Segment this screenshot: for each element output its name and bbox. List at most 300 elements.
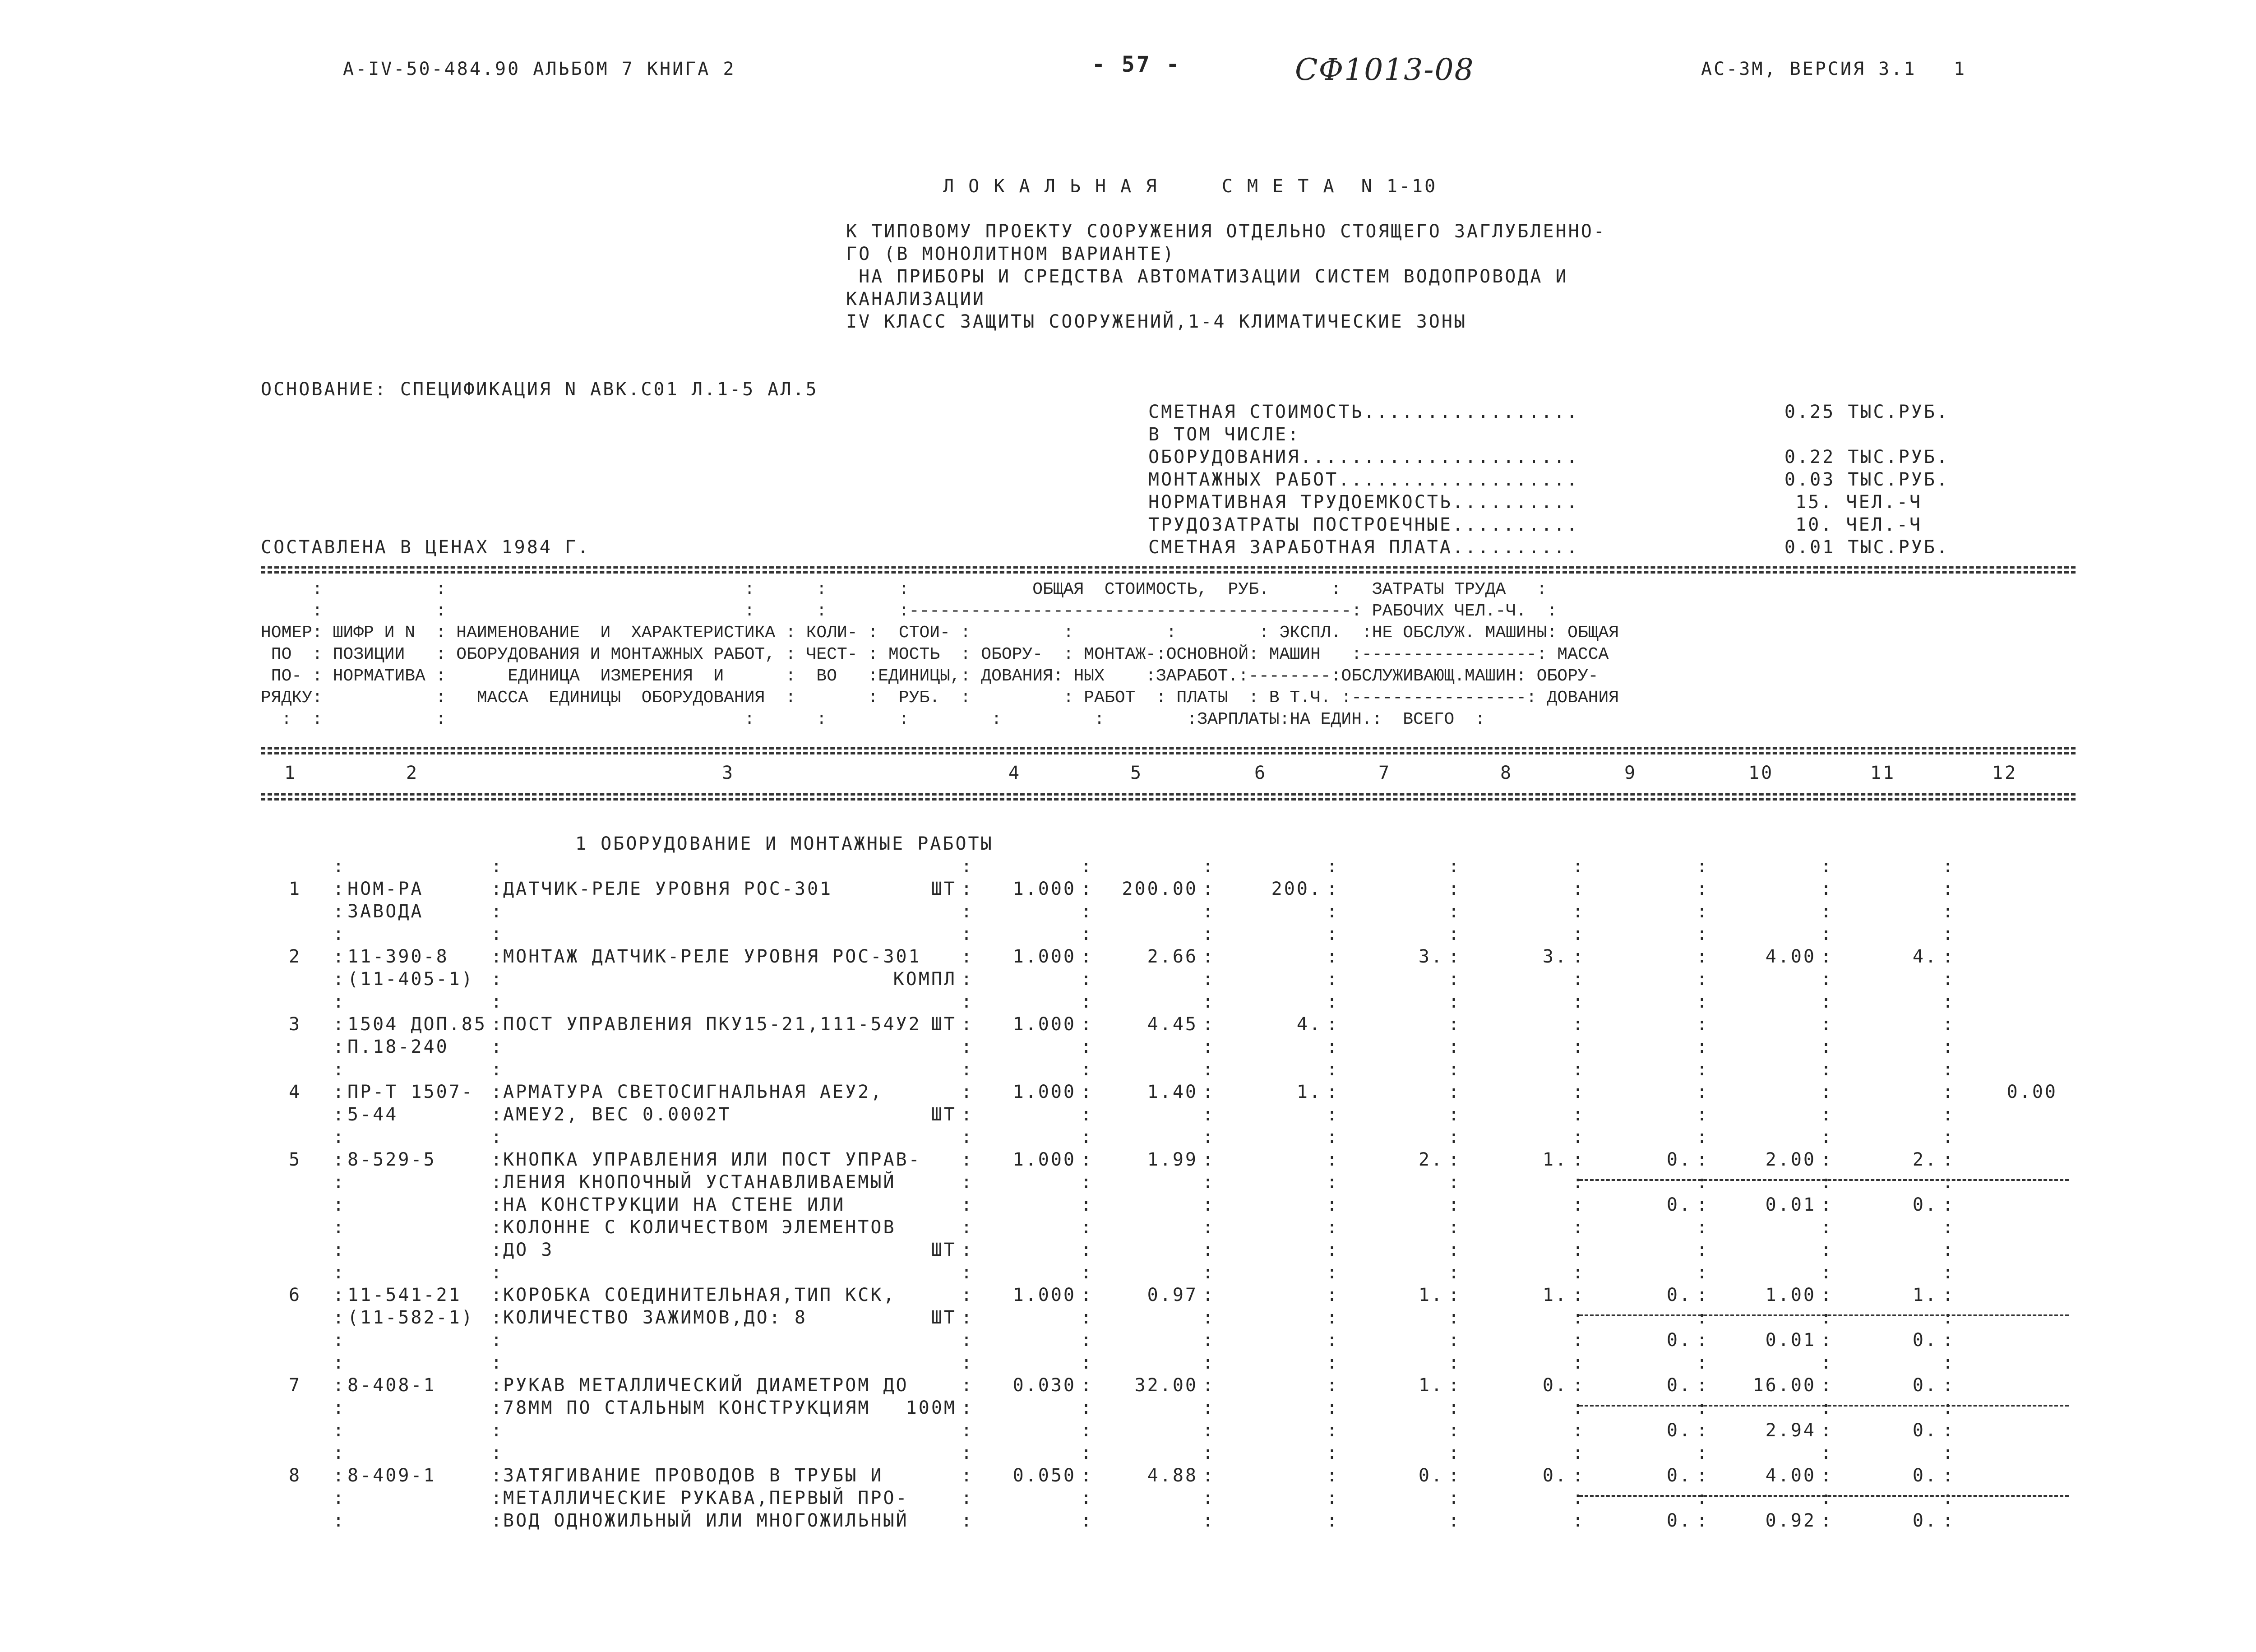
- row-machine-cost: 0.: [1666, 1465, 1692, 1486]
- column-separator: :: [1327, 1149, 1340, 1170]
- column-separator: :: [1327, 946, 1340, 967]
- column-separator: :: [1081, 924, 1094, 944]
- column-separator: :: [961, 1104, 974, 1125]
- column-separator: :: [1202, 1488, 1216, 1509]
- row-code: (11-582-1): [347, 1307, 474, 1328]
- column-separator: :: [1327, 924, 1340, 944]
- column-separator: :: [1697, 924, 1710, 944]
- column-separator: :: [961, 1172, 974, 1193]
- row-unit-price: 2.66: [1147, 946, 1198, 967]
- column-separator: :: [1202, 1330, 1216, 1351]
- table-header-line: : : : : : : : : :ЗАРПЛАТЫ:НА ЕДИН.: ВСЕГО :: [261, 710, 1485, 729]
- column-number: 4: [1008, 763, 1022, 783]
- table-header-line: ПО : ПОЗИЦИИ : ОБОРУДОВАНИЯ И МОНТАЖНЫХ РАБОТ, : ЧЕСТ- : МОСТЬ : ОБОРУ- : МОНТАЖ-:ОСНОВНОЙ: МАШИН :-----------------: МАССА: [261, 645, 1609, 664]
- column-separator: :: [1572, 1285, 1586, 1305]
- column-separator: :: [1572, 1375, 1586, 1396]
- column-separator: :: [961, 1082, 974, 1102]
- column-separator: :: [1942, 1194, 1956, 1215]
- row-code: НОМ-РА: [347, 879, 424, 899]
- column-number: 11: [1870, 763, 1896, 783]
- column-number: 10: [1748, 763, 1774, 783]
- column-separator: :: [1572, 1059, 1586, 1080]
- row-name: КНОПКА УПРАВЛЕНИЯ ИЛИ ПОСТ УПРАВ-: [503, 1149, 921, 1170]
- column-separator: :: [1448, 1059, 1461, 1080]
- row-code: (11-405-1): [347, 969, 474, 990]
- column-separator: :: [961, 1037, 974, 1057]
- row-quantity: 1.000: [1012, 879, 1076, 899]
- program-version: АС-3М, ВЕРСИЯ 3.1: [1701, 59, 1917, 79]
- column-separator: :: [333, 924, 346, 944]
- column-separator: :: [1942, 1420, 1956, 1441]
- column-separator: :: [333, 1262, 346, 1283]
- column-separator: :: [1448, 1375, 1461, 1396]
- row-labor-per-unit: 4.00: [1765, 946, 1816, 967]
- column-separator: :: [1572, 1488, 1586, 1509]
- column-separator: :: [491, 1397, 504, 1418]
- column-separator: :: [1697, 1014, 1710, 1035]
- column-separator: :: [1448, 1307, 1461, 1328]
- column-separator: :: [1327, 1285, 1340, 1305]
- column-number: 3: [722, 763, 735, 783]
- column-separator: :: [1697, 1127, 1710, 1148]
- column-separator: :: [1697, 1082, 1710, 1102]
- column-separator: :: [1697, 991, 1710, 1012]
- column-separator: :: [1697, 901, 1710, 922]
- column-separator: :: [1821, 879, 1834, 899]
- column-separator: :: [1942, 1014, 1956, 1035]
- column-separator: :: [1448, 1014, 1461, 1035]
- column-separator: :: [333, 1014, 346, 1035]
- row-name: КОРОБКА СОЕДИНИТЕЛЬНАЯ,ТИП КСК,: [503, 1285, 896, 1305]
- row-code: 8-409-1: [347, 1465, 436, 1486]
- column-separator: :: [491, 1104, 504, 1125]
- row-unit: ШТ: [931, 879, 957, 899]
- column-separator: :: [1821, 1488, 1834, 1509]
- column-separator: :: [1942, 1217, 1956, 1238]
- row-code: 11-541-21: [347, 1285, 462, 1305]
- row-code: ПР-Т 1507-: [347, 1082, 474, 1102]
- column-separator: :: [1202, 1420, 1216, 1441]
- column-separator: :: [333, 1375, 346, 1396]
- column-separator: :: [1697, 1194, 1710, 1215]
- column-separator: :: [1942, 1465, 1956, 1486]
- column-separator: :: [1202, 1262, 1216, 1283]
- column-number: 9: [1624, 763, 1637, 783]
- column-separator: :: [1821, 1352, 1834, 1373]
- column-separator: :: [1448, 1285, 1461, 1305]
- column-separator: :: [491, 924, 504, 944]
- column-separator: :: [491, 1465, 504, 1486]
- column-separator: :: [1448, 1127, 1461, 1148]
- row-code: 11-390-8: [347, 946, 449, 967]
- column-separator: :: [1448, 1194, 1461, 1215]
- column-separator: :: [333, 1037, 346, 1057]
- column-separator: :: [1448, 856, 1461, 877]
- column-separator: :: [1821, 1014, 1834, 1035]
- column-separator: :: [1327, 1240, 1340, 1260]
- row-unit-price: 4.88: [1147, 1465, 1198, 1486]
- row-code: 1504 ДОП.85: [347, 1014, 487, 1035]
- row-labor-total: 1.: [1912, 1285, 1938, 1305]
- column-separator: :: [1327, 1059, 1340, 1080]
- column-separator: :: [1327, 1104, 1340, 1125]
- row-base-wage: 0.: [1542, 1375, 1568, 1396]
- row-quantity: 1.000: [1012, 1149, 1076, 1170]
- column-separator: :: [333, 1172, 346, 1193]
- table-header-line: РЯДКУ: : МАССА ЕДИНИЦЫ ОБОРУДОВАНИЯ : : РУБ. : : РАБОТ : ПЛАТЫ : В Т.Ч. :-----------------: ДОВАНИЯ: [261, 688, 1619, 708]
- column-separator: :: [333, 1059, 346, 1080]
- column-separator: :: [961, 1285, 974, 1305]
- column-separator: :: [1942, 924, 1956, 944]
- column-separator: :: [1572, 1127, 1586, 1148]
- column-separator: :: [1202, 1375, 1216, 1396]
- column-separator: :: [1942, 1510, 1956, 1531]
- table-header: [261, 578, 2076, 741]
- column-separator: :: [1202, 1510, 1216, 1531]
- column-separator: :: [1942, 901, 1956, 922]
- column-separator: :: [1572, 1307, 1586, 1328]
- column-separator: :: [1202, 1217, 1216, 1238]
- column-separator: :: [1448, 1510, 1461, 1531]
- row-name: МОНТАЖ ДАТЧИК-РЕЛЕ УРОВНЯ РОС-301: [503, 946, 921, 967]
- column-separator: :: [961, 1420, 974, 1441]
- row-mounting-cost: 3.: [1418, 946, 1444, 967]
- column-separator: :: [333, 879, 346, 899]
- row-machine-labor-total: 0.: [1912, 1194, 1938, 1215]
- basis-line: ОСНОВАНИЕ: СПЕЦИФИКАЦИЯ N АВК.С01 Л.1-5 АЛ.5: [261, 379, 818, 400]
- column-separator: :: [1327, 1330, 1340, 1351]
- column-separator: :: [1081, 1014, 1094, 1035]
- column-separator: :: [1202, 969, 1216, 990]
- column-separator: :: [1202, 1194, 1216, 1215]
- subtitle-line-4: КАНАЛИЗАЦИИ: [846, 289, 985, 310]
- column-separator: :: [1081, 1262, 1094, 1283]
- row-machine-wage: 0.: [1666, 1420, 1692, 1441]
- column-separator: :: [1821, 1285, 1834, 1305]
- row-equipment-cost: 200.: [1271, 879, 1322, 899]
- column-separator: :: [1697, 1397, 1710, 1418]
- summary-label: СМЕТНАЯ ЗАРАБОТНАЯ ПЛАТА..........: [1148, 537, 1579, 558]
- subtitle-line-5: IV КЛАСС ЗАЩИТЫ СООРУЖЕНИЙ,1-4 КЛИМАТИЧЕСКИЕ ЗОНЫ: [846, 311, 1467, 332]
- subtitle-line-1: К ТИПОВОМУ ПРОЕКТУ СООРУЖЕНИЯ ОТДЕЛЬНО СТОЯЩЕГО ЗАГЛУБЛЕННО-: [846, 221, 1606, 242]
- column-separator: :: [1572, 1149, 1586, 1170]
- row-labor-total: 0.: [1912, 1465, 1938, 1486]
- column-separator: :: [1942, 1172, 1956, 1193]
- row-number: 4: [289, 1082, 302, 1102]
- column-separator: :: [1942, 1104, 1956, 1125]
- column-separator: :: [1942, 1240, 1956, 1260]
- column-separator: :: [491, 1443, 504, 1463]
- row-machine-labor-total: 0.: [1912, 1420, 1938, 1441]
- column-separator: :: [333, 1488, 346, 1509]
- column-separator: :: [1697, 1172, 1710, 1193]
- column-separator: :: [1448, 1465, 1461, 1486]
- row-number: 3: [289, 1014, 302, 1035]
- column-separator: :: [1202, 879, 1216, 899]
- column-separator: :: [1081, 1285, 1094, 1305]
- column-separator: :: [961, 1240, 974, 1260]
- column-separator: :: [1448, 1172, 1461, 1193]
- column-separator: :: [1081, 1172, 1094, 1193]
- column-separator: :: [1697, 1059, 1710, 1080]
- column-separator: :: [1448, 1217, 1461, 1238]
- column-separator: :: [1081, 1037, 1094, 1057]
- column-separator: :: [1821, 1443, 1834, 1463]
- row-quantity: 1.000: [1012, 946, 1076, 967]
- column-separator: :: [961, 1194, 974, 1215]
- column-number: 12: [1992, 763, 2018, 783]
- column-separator: :: [1448, 1488, 1461, 1509]
- row-base-wage: 3.: [1542, 946, 1568, 967]
- column-separator: :: [1697, 1307, 1710, 1328]
- column-separator: :: [491, 991, 504, 1012]
- column-separator: :: [1821, 1037, 1834, 1057]
- row-labor-per-unit: 16.00: [1752, 1375, 1816, 1396]
- column-separator: :: [1202, 1285, 1216, 1305]
- column-separator: :: [1081, 1240, 1094, 1260]
- row-unit: ШТ: [931, 1014, 957, 1035]
- row-number: 6: [289, 1285, 302, 1305]
- column-number: 6: [1254, 763, 1267, 783]
- row-machine-labor-total: 0.: [1912, 1330, 1938, 1351]
- column-separator: :: [1081, 1352, 1094, 1373]
- column-separator: :: [1697, 1420, 1710, 1441]
- subtitle-line-2: ГО (В МОНОЛИТНОМ ВАРИАНТЕ): [846, 244, 1176, 264]
- row-code: 8-529-5: [347, 1149, 436, 1170]
- column-number: 2: [406, 763, 419, 783]
- row-labor-total: 2.: [1912, 1149, 1938, 1170]
- row-unit-price: 32.00: [1134, 1375, 1198, 1396]
- column-separator: :: [1202, 924, 1216, 944]
- column-separator: :: [1327, 1014, 1340, 1035]
- row-machine-labor-total: 0.: [1912, 1510, 1938, 1531]
- column-separator: :: [1697, 1465, 1710, 1486]
- column-separator: :: [1327, 1172, 1340, 1193]
- page-number: - 57 -: [1092, 52, 1181, 77]
- column-separator: :: [1327, 901, 1340, 922]
- table-header-line: : : : : : ОБЩАЯ СТОИМОСТЬ, РУБ. : ЗАТРАТЫ ТРУДА :: [261, 580, 1547, 599]
- column-separator: :: [1942, 991, 1956, 1012]
- table-header-line: : : : : :-------------------------------------------: РАБОЧИХ ЧЕЛ.-Ч. :: [261, 602, 1558, 621]
- column-separator: :: [333, 1127, 346, 1148]
- row-equipment-mass: 0.00: [2006, 1082, 2057, 1102]
- column-separator: :: [1448, 1420, 1461, 1441]
- column-separator: :: [1821, 1240, 1834, 1260]
- column-separator: :: [1448, 1082, 1461, 1102]
- column-separator: :: [1821, 1104, 1834, 1125]
- column-separator: :: [491, 1014, 504, 1035]
- column-separator: :: [1572, 1104, 1586, 1125]
- column-separator: :: [1448, 1149, 1461, 1170]
- section-title: 1 ОБОРУДОВАНИЕ И МОНТАЖНЫЕ РАБОТЫ: [575, 833, 994, 854]
- row-labor-total: 4.: [1912, 946, 1938, 967]
- column-number: 8: [1500, 763, 1513, 783]
- column-separator: :: [1821, 1397, 1834, 1418]
- column-separator: :: [1821, 969, 1834, 990]
- row-unit: 100М: [906, 1397, 957, 1418]
- column-separator: :: [1327, 879, 1340, 899]
- column-separator: :: [333, 1443, 346, 1463]
- column-separator: :: [961, 969, 974, 990]
- column-separator: :: [961, 924, 974, 944]
- row-number: 1: [289, 879, 302, 899]
- column-separator: :: [1448, 1262, 1461, 1283]
- column-separator: :: [1697, 969, 1710, 990]
- document-reference: А-IV-50-484.90 АЛЬБОМ 7 КНИГА 2: [343, 59, 736, 79]
- column-number: 7: [1378, 763, 1392, 783]
- row-labor-per-unit: 4.00: [1765, 1465, 1816, 1486]
- row-unit: ШТ: [931, 1307, 957, 1328]
- column-separator: :: [1697, 1352, 1710, 1373]
- column-separator: :: [1697, 1443, 1710, 1463]
- row-code: 5-44: [347, 1104, 398, 1125]
- column-separator: :: [491, 1285, 504, 1305]
- column-separator: :: [1821, 991, 1834, 1012]
- column-separator: :: [1202, 1352, 1216, 1373]
- column-separator: :: [1327, 1262, 1340, 1283]
- summary-value: 0.01 ТЫС.РУБ.: [1784, 537, 1949, 558]
- column-separator: :: [491, 856, 504, 877]
- row-equipment-cost: 4.: [1296, 1014, 1322, 1035]
- column-separator: :: [1572, 1510, 1586, 1531]
- row-machine-cost: 0.: [1666, 1285, 1692, 1305]
- column-separator: :: [1081, 856, 1094, 877]
- column-separator: :: [1697, 946, 1710, 967]
- column-separator: :: [1327, 1194, 1340, 1215]
- column-separator: :: [1081, 1217, 1094, 1238]
- cell-rule: [1579, 1495, 2069, 1497]
- column-separator: :: [1942, 1397, 1956, 1418]
- row-machine-wage: 0.: [1666, 1330, 1692, 1351]
- column-separator: :: [1572, 901, 1586, 922]
- column-separator: :: [1572, 1465, 1586, 1486]
- column-separator: :: [1697, 1262, 1710, 1283]
- column-separator: :: [1448, 1104, 1461, 1125]
- column-separator: :: [333, 1194, 346, 1215]
- column-separator: :: [1942, 856, 1956, 877]
- column-separator: :: [1572, 1420, 1586, 1441]
- rule: [261, 798, 2076, 801]
- summary-value: 10. ЧЕЛ.-Ч: [1795, 514, 1922, 535]
- column-separator: :: [1202, 1172, 1216, 1193]
- column-separator: :: [1942, 1262, 1956, 1283]
- column-separator: :: [333, 901, 346, 922]
- column-separator: :: [1202, 946, 1216, 967]
- column-separator: :: [1327, 1488, 1340, 1509]
- summary-label: НОРМАТИВНАЯ ТРУДОЕМКОСТЬ..........: [1148, 492, 1579, 513]
- column-separator: :: [333, 1397, 346, 1418]
- row-name: ДАТЧИК-РЕЛЕ УРОВНЯ РОС-301: [503, 879, 833, 899]
- column-separator: :: [491, 1330, 504, 1351]
- row-labor-per-unit: 2.00: [1765, 1149, 1816, 1170]
- column-separator: :: [1572, 946, 1586, 967]
- column-separator: :: [1327, 969, 1340, 990]
- rule: [261, 566, 2076, 569]
- column-separator: :: [1327, 1037, 1340, 1057]
- row-name: НА КОНСТРУКЦИИ НА СТЕНЕ ИЛИ: [503, 1194, 846, 1215]
- column-separator: :: [1942, 1488, 1956, 1509]
- column-separator: :: [1821, 1059, 1834, 1080]
- column-separator: :: [961, 991, 974, 1012]
- row-unit-price: 1.40: [1147, 1082, 1198, 1102]
- column-separator: :: [1942, 879, 1956, 899]
- column-separator: :: [1942, 1059, 1956, 1080]
- row-name: МЕТАЛЛИЧЕСКИЕ РУКАВА,ПЕРВЫЙ ПРО-: [503, 1488, 909, 1509]
- column-number: 1: [284, 763, 297, 783]
- column-separator: :: [1697, 1375, 1710, 1396]
- column-number: 5: [1130, 763, 1143, 783]
- summary-label: ОБОРУДОВАНИЯ......................: [1148, 447, 1579, 467]
- column-separator: :: [1572, 991, 1586, 1012]
- column-separator: :: [961, 1397, 974, 1418]
- column-separator: :: [491, 1488, 504, 1509]
- row-mounting-cost: 1.: [1418, 1375, 1444, 1396]
- row-machine-labor-per-unit: 0.01: [1765, 1194, 1816, 1215]
- column-separator: :: [1448, 901, 1461, 922]
- row-name: ПОСТ УПРАВЛЕНИЯ ПКУ15-21,111-54У2: [503, 1014, 921, 1035]
- column-separator: :: [1202, 1397, 1216, 1418]
- column-separator: :: [491, 1217, 504, 1238]
- column-separator: :: [1821, 856, 1834, 877]
- column-separator: :: [1081, 901, 1094, 922]
- column-separator: :: [333, 1149, 346, 1170]
- column-separator: :: [1942, 1149, 1956, 1170]
- column-separator: :: [1202, 856, 1216, 877]
- column-separator: :: [1327, 1397, 1340, 1418]
- column-separator: :: [1081, 1510, 1094, 1531]
- column-separator: :: [1572, 924, 1586, 944]
- column-separator: :: [961, 1352, 974, 1373]
- column-separator: :: [1202, 1082, 1216, 1102]
- column-separator: :: [491, 1240, 504, 1260]
- column-separator: :: [1448, 1352, 1461, 1373]
- row-number: 7: [289, 1375, 302, 1396]
- cell-rule: [1579, 1314, 2069, 1316]
- column-separator: :: [1942, 1127, 1956, 1148]
- column-separator: :: [1202, 1443, 1216, 1463]
- row-machine-labor-per-unit: 0.92: [1765, 1510, 1816, 1531]
- column-separator: :: [491, 969, 504, 990]
- column-separator: :: [1572, 1082, 1586, 1102]
- column-separator: :: [333, 1082, 346, 1102]
- sheet-number: 1: [1954, 59, 1967, 79]
- column-separator: :: [1081, 879, 1094, 899]
- column-separator: :: [1572, 856, 1586, 877]
- rule: [261, 747, 2076, 750]
- column-separator: :: [1202, 1104, 1216, 1125]
- column-separator: :: [1448, 1443, 1461, 1463]
- summary-value: 15. ЧЕЛ.-Ч: [1795, 492, 1922, 513]
- column-separator: :: [961, 1375, 974, 1396]
- column-separator: :: [1942, 1082, 1956, 1102]
- row-name: 78ММ ПО СТАЛЬНЫМ КОНСТРУКЦИЯМ: [503, 1397, 871, 1418]
- row-quantity: 0.050: [1012, 1465, 1076, 1486]
- row-unit: КОМПЛ: [893, 969, 957, 990]
- column-separator: :: [1821, 1082, 1834, 1102]
- column-separator: :: [1202, 1014, 1216, 1035]
- row-machine-wage: 0.: [1666, 1194, 1692, 1215]
- column-separator: :: [961, 1443, 974, 1463]
- subtitle-line-3: НА ПРИБОРЫ И СРЕДСТВА АВТОМАТИЗАЦИИ СИСТЕМ ВОДОПРОВОДА И: [846, 266, 1568, 287]
- summary-value: 0.25 ТЫС.РУБ.: [1784, 402, 1949, 422]
- row-quantity: 1.000: [1012, 1014, 1076, 1035]
- row-labor-per-unit: 1.00: [1765, 1285, 1816, 1305]
- row-number: 5: [289, 1149, 302, 1170]
- column-separator: :: [1942, 1285, 1956, 1305]
- row-mounting-cost: 0.: [1418, 1465, 1444, 1486]
- column-separator: :: [491, 1352, 504, 1373]
- column-separator: :: [1697, 1240, 1710, 1260]
